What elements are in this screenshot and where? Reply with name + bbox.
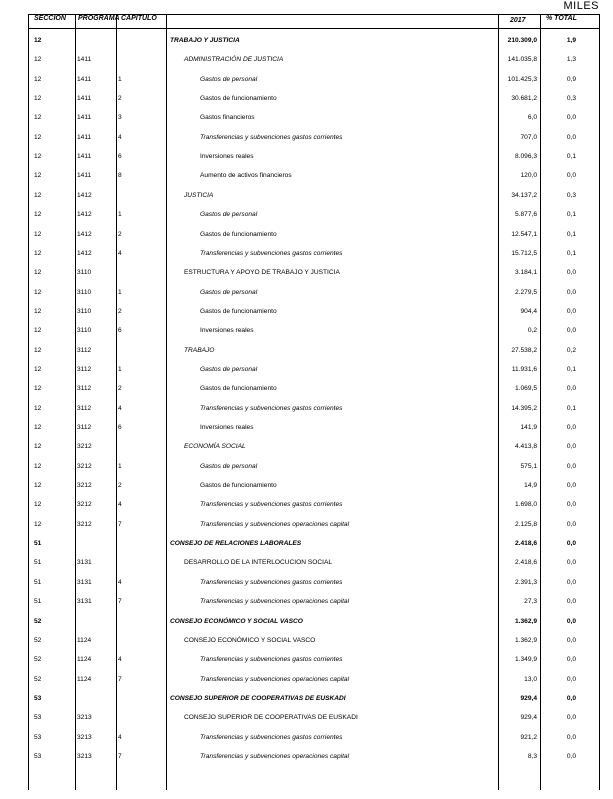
amount-cell: 2.418,6 — [515, 540, 537, 548]
table-row — [0, 379, 613, 398]
table-row — [0, 166, 613, 185]
pct-total-cell: 0,0 — [566, 462, 576, 470]
description-cell: JUSTICIA — [184, 191, 214, 199]
capitulo-cell: 4 — [118, 404, 122, 412]
programa-cell: 1411 — [77, 56, 92, 64]
seccion-cell: 52 — [34, 636, 42, 644]
table-row — [0, 437, 613, 456]
programa-cell: 1411 — [77, 133, 92, 141]
amount-cell: 5.877,6 — [515, 211, 537, 219]
amount-cell: 1.698,0 — [515, 501, 537, 509]
programa-cell: 3213 — [77, 714, 92, 722]
amount-cell: 27,3 — [524, 598, 537, 606]
description-cell: Gastos de personal — [200, 211, 258, 219]
description-cell: Inversiones reales — [200, 153, 254, 161]
pct-total-cell: 0,0 — [566, 443, 576, 451]
programa-cell: 3212 — [77, 501, 92, 509]
amount-cell: 2.125,8 — [515, 520, 537, 528]
table-row — [0, 147, 613, 166]
amount-cell: 2.279,5 — [515, 288, 537, 296]
table-row — [0, 418, 613, 437]
programa-cell: 1124 — [77, 675, 92, 683]
header-year: 2017 — [510, 17, 526, 24]
pct-total-cell: 0,1 — [566, 211, 576, 219]
programa-cell: 3212 — [77, 443, 92, 451]
seccion-cell: 12 — [34, 75, 42, 83]
programa-cell: 1124 — [77, 656, 92, 664]
seccion-cell: 52 — [34, 675, 42, 683]
seccion-cell: 12 — [34, 114, 42, 122]
capitulo-cell: 4 — [118, 133, 122, 141]
pct-total-cell: 0,0 — [566, 559, 576, 567]
table-row — [0, 89, 613, 108]
capitulo-cell: 2 — [118, 307, 122, 315]
amount-cell: 1.349,9 — [515, 656, 537, 664]
programa-cell: 3131 — [77, 598, 92, 606]
capitulo-cell: 4 — [118, 501, 122, 509]
pct-total-cell: 0,0 — [566, 520, 576, 528]
pct-total-cell: 0,0 — [566, 694, 576, 702]
capitulo-cell: 7 — [118, 752, 122, 760]
amount-cell: 30.681,2 — [511, 95, 537, 103]
pct-total-cell: 0,0 — [566, 288, 576, 296]
amount-cell: 8,3 — [527, 752, 537, 760]
capitulo-cell: 7 — [118, 598, 122, 606]
pct-total-cell: 0,1 — [566, 230, 576, 238]
capitulo-cell: 1 — [118, 365, 122, 373]
pct-total-cell: 0,0 — [566, 656, 576, 664]
header-capitulo: CAPITULO — [121, 15, 157, 22]
description-cell: CONSEJO DE RELACIONES LABORALES — [170, 540, 302, 548]
description-cell: TRABAJO — [184, 346, 215, 354]
table-row — [0, 670, 613, 689]
description-cell: TRABAJO Y JUSTICIA — [170, 37, 240, 44]
pct-total-cell: 1,9 — [566, 37, 576, 44]
seccion-cell: 52 — [34, 656, 42, 664]
seccion-cell: 12 — [34, 443, 42, 451]
amount-cell: 4.413,8 — [515, 443, 537, 451]
amount-cell: 141.035,8 — [507, 56, 537, 64]
table-row — [0, 515, 613, 534]
table-row — [0, 186, 613, 205]
description-cell: Transferencias y subvenciones gastos corrientes — [200, 656, 343, 664]
amount-cell: 34.137,2 — [511, 191, 537, 199]
amount-cell: 1.362,9 — [515, 636, 537, 644]
description-cell: Transferencias y subvenciones operaciones capital — [200, 598, 350, 606]
seccion-cell: 12 — [34, 327, 42, 335]
seccion-cell: 12 — [34, 211, 42, 219]
description-cell: Transferencias y subvenciones operaciones capital — [200, 520, 350, 528]
pct-total-cell: 0,2 — [566, 346, 576, 354]
table-row — [0, 631, 613, 650]
seccion-cell: 12 — [34, 269, 42, 277]
pct-total-cell: 0,0 — [566, 636, 576, 644]
amount-cell: 120,0 — [520, 172, 537, 180]
programa-cell: 3110 — [77, 307, 92, 315]
unit-label: MILES — [563, 0, 599, 12]
pct-total-cell: 0,0 — [566, 172, 576, 180]
capitulo-cell: 2 — [118, 385, 122, 393]
pct-total-cell: 0,0 — [566, 733, 576, 741]
capitulo-cell: 7 — [118, 520, 122, 528]
programa-cell: 1411 — [77, 114, 92, 122]
capitulo-cell: 8 — [118, 172, 122, 180]
table-row — [0, 689, 613, 708]
seccion-cell: 12 — [34, 288, 42, 296]
seccion-cell: 12 — [34, 56, 42, 64]
seccion-cell: 12 — [34, 365, 42, 373]
seccion-cell: 12 — [34, 462, 42, 470]
table-row — [0, 612, 613, 631]
description-cell: Transferencias y subvenciones gastos corrientes — [200, 249, 343, 257]
description-cell: Gastos de funcionamiento — [200, 307, 277, 315]
table-row — [0, 70, 613, 89]
pct-total-cell: 0,0 — [566, 752, 576, 760]
pct-total-cell: 0,0 — [566, 133, 576, 141]
programa-cell: 3212 — [77, 482, 92, 490]
programa-cell: 3112 — [77, 424, 92, 431]
capitulo-cell: 2 — [118, 482, 122, 490]
pct-total-cell: 0,3 — [566, 191, 576, 199]
programa-cell: 3131 — [77, 559, 92, 567]
description-cell: Transferencias y subvenciones gastos corrientes — [200, 578, 343, 586]
amount-cell: 1.362,9 — [515, 617, 537, 625]
programa-cell: 1412 — [77, 211, 92, 219]
capitulo-cell: 1 — [118, 462, 122, 470]
description-cell: Inversiones reales — [200, 424, 254, 431]
capitulo-cell: 4 — [118, 733, 122, 741]
description-cell: CONSEJO ECONÓMICO Y SOCIAL VASCO — [184, 636, 316, 644]
amount-cell: 101.425,3 — [507, 75, 537, 83]
pct-total-cell: 0,0 — [566, 675, 576, 683]
header-pct-total: % TOTAL — [546, 15, 577, 22]
amount-cell: 27.538,2 — [511, 346, 537, 354]
programa-cell: 3110 — [77, 269, 92, 277]
description-cell: Gastos de personal — [200, 462, 258, 470]
amount-cell: 921,2 — [520, 733, 537, 741]
programa-cell: 3213 — [77, 752, 92, 760]
table-row — [0, 476, 613, 495]
table-row — [0, 341, 613, 360]
capitulo-cell: 2 — [118, 230, 122, 238]
table-row — [0, 205, 613, 224]
capitulo-cell: 4 — [118, 578, 122, 586]
table-row — [0, 592, 613, 611]
amount-cell: 210.309,0 — [507, 37, 537, 44]
table-row — [0, 302, 613, 321]
pct-total-cell: 0,1 — [566, 404, 576, 412]
amount-cell: 929,4 — [520, 714, 537, 722]
seccion-cell: 51 — [34, 540, 42, 548]
amount-cell: 14,9 — [524, 482, 537, 490]
pct-total-cell: 0,9 — [566, 75, 576, 83]
description-cell: Transferencias y subvenciones gastos corrientes — [200, 133, 343, 141]
pct-total-cell: 1,3 — [566, 56, 576, 64]
capitulo-cell: 1 — [118, 75, 122, 83]
amount-cell: 15.712,5 — [511, 249, 537, 257]
seccion-cell: 12 — [34, 172, 42, 180]
seccion-cell: 12 — [34, 385, 42, 393]
pct-total-cell: 0,0 — [566, 714, 576, 722]
amount-cell: 12.547,1 — [511, 230, 537, 238]
description-cell: Aumento de activos financieros — [200, 172, 292, 180]
description-cell: Gastos de funcionamiento — [200, 385, 277, 393]
amount-cell: 3.184,1 — [515, 269, 537, 277]
table-row — [0, 650, 613, 669]
pct-total-cell: 0,0 — [566, 482, 576, 490]
programa-cell: 1411 — [77, 172, 92, 180]
programa-cell: 1411 — [77, 75, 92, 83]
programa-cell: 1412 — [77, 249, 92, 257]
programa-cell: 3112 — [77, 404, 92, 412]
amount-cell: 707,0 — [520, 133, 537, 141]
description-cell: Gastos de funcionamiento — [200, 95, 277, 103]
seccion-cell: 12 — [34, 191, 42, 199]
seccion-cell: 12 — [34, 307, 42, 315]
description-cell: DESARROLLO DE LA INTERLOCUCION SOCIAL — [184, 559, 333, 567]
table-row — [0, 728, 613, 747]
seccion-cell: 51 — [34, 578, 42, 586]
programa-cell: 3110 — [77, 288, 92, 296]
table-row — [0, 534, 613, 553]
capitulo-cell: 6 — [118, 424, 122, 431]
description-cell: CONSEJO ECONÓMICO Y SOCIAL VASCO — [170, 617, 303, 625]
pct-total-cell: 0,0 — [566, 424, 576, 431]
table-row — [0, 457, 613, 476]
description-cell: Transferencias y subvenciones operaciones capital — [200, 675, 350, 683]
description-cell: Gastos de personal — [200, 365, 258, 373]
pct-total-cell: 0,3 — [566, 95, 576, 103]
description-cell: Transferencias y subvenciones gastos corrientes — [200, 501, 343, 509]
seccion-cell: 51 — [34, 559, 42, 567]
amount-cell: 11.931,6 — [511, 365, 537, 373]
amount-cell: 13,0 — [524, 675, 537, 683]
capitulo-cell: 6 — [118, 327, 122, 335]
amount-cell: 575,1 — [520, 462, 537, 470]
programa-cell: 3112 — [77, 365, 92, 373]
seccion-cell: 53 — [34, 714, 42, 722]
table-row — [0, 321, 613, 340]
table-row — [0, 244, 613, 263]
capitulo-cell: 4 — [118, 249, 122, 257]
table-row — [0, 573, 613, 592]
programa-cell: 1412 — [77, 230, 92, 238]
pct-total-cell: 0,0 — [566, 327, 576, 335]
table-row — [0, 225, 613, 244]
header-programa: PROGRAMA — [78, 15, 120, 22]
pct-total-cell: 0,0 — [566, 501, 576, 509]
amount-cell: 904,4 — [520, 307, 537, 315]
seccion-cell: 52 — [34, 617, 42, 625]
description-cell: ECONOMÍA SOCIAL — [184, 443, 246, 451]
amount-cell: 1.069,5 — [515, 385, 537, 393]
table-row — [0, 360, 613, 379]
seccion-cell: 53 — [34, 752, 42, 760]
programa-cell: 1411 — [77, 153, 92, 161]
amount-cell: 2.391,3 — [515, 578, 537, 586]
description-cell: Transferencias y subvenciones gastos corrientes — [200, 733, 343, 741]
description-cell: Gastos financieros — [200, 114, 255, 122]
seccion-cell: 12 — [34, 249, 42, 257]
capitulo-cell: 1 — [118, 288, 122, 296]
description-cell: ESTRUCTURA Y APOYO DE TRABAJO Y JUSTICIA — [184, 269, 340, 277]
seccion-cell: 12 — [34, 37, 42, 44]
programa-cell: 1124 — [77, 636, 92, 644]
header-seccion: SECCION — [34, 15, 66, 22]
table-row — [0, 495, 613, 514]
seccion-cell: 12 — [34, 153, 42, 161]
description-cell: Gastos de personal — [200, 75, 258, 83]
amount-cell: 929,4 — [520, 694, 537, 702]
description-cell: Gastos de funcionamiento — [200, 482, 277, 490]
seccion-cell: 12 — [34, 482, 42, 490]
programa-cell: 3212 — [77, 520, 92, 528]
amount-cell: 14.395,2 — [511, 404, 537, 412]
description-cell: Gastos de funcionamiento — [200, 230, 277, 238]
table-row — [0, 128, 613, 147]
programa-cell: 3112 — [77, 346, 92, 354]
table-row — [0, 283, 613, 302]
capitulo-cell: 3 — [118, 114, 122, 122]
seccion-cell: 12 — [34, 133, 42, 141]
programa-cell: 3131 — [77, 578, 92, 586]
table-row — [0, 263, 613, 282]
seccion-cell: 53 — [34, 694, 42, 702]
pct-total-cell: 0,1 — [566, 365, 576, 373]
capitulo-cell: 4 — [118, 656, 122, 664]
description-cell: CONSEJO SUPERIOR DE COOPERATIVAS DE EUSKADI — [170, 694, 346, 702]
description-cell: Transferencias y subvenciones gastos corrientes — [200, 404, 343, 412]
seccion-cell: 12 — [34, 404, 42, 412]
table-row — [0, 553, 613, 572]
header-bottom-border — [28, 28, 599, 29]
capitulo-cell: 7 — [118, 675, 122, 683]
capitulo-cell: 1 — [118, 211, 122, 219]
capitulo-cell: 2 — [118, 95, 122, 103]
seccion-cell: 53 — [34, 733, 42, 741]
seccion-cell: 12 — [34, 95, 42, 103]
seccion-cell: 12 — [34, 230, 42, 238]
amount-cell: 2.418,6 — [515, 559, 537, 567]
description-cell: ADMINISTRACIÓN DE JUSTICIA — [184, 56, 284, 64]
pct-total-cell: 0,0 — [566, 114, 576, 122]
amount-cell: 0,2 — [527, 327, 537, 335]
programa-cell: 3213 — [77, 733, 92, 741]
table-row — [0, 31, 613, 50]
pct-total-cell: 0,0 — [566, 578, 576, 586]
amount-cell: 8.096,3 — [515, 153, 537, 161]
pct-total-cell: 0,0 — [566, 598, 576, 606]
pct-total-cell: 0,0 — [566, 540, 576, 548]
description-cell: Inversiones reales — [200, 327, 254, 335]
amount-cell: 6,0 — [527, 114, 537, 122]
pct-total-cell: 0,0 — [566, 269, 576, 277]
pct-total-cell: 0,0 — [566, 617, 576, 625]
programa-cell: 3212 — [77, 462, 92, 470]
table-row — [0, 399, 613, 418]
seccion-cell: 12 — [34, 520, 42, 528]
seccion-cell: 12 — [34, 501, 42, 509]
pct-total-cell: 0,1 — [566, 249, 576, 257]
programa-cell: 3112 — [77, 385, 92, 393]
amount-cell: 141,9 — [520, 424, 537, 431]
programa-cell: 1412 — [77, 191, 92, 199]
table-row — [0, 50, 613, 69]
capitulo-cell: 6 — [118, 153, 122, 161]
table-row — [0, 708, 613, 727]
description-cell: Transferencias y subvenciones operaciones capital — [200, 752, 350, 760]
pct-total-cell: 0,1 — [566, 153, 576, 161]
table-row — [0, 747, 613, 766]
description-cell: CONSEJO SUPERIOR DE COOPERATIVAS DE EUSKADI — [184, 714, 358, 722]
pct-total-cell: 0,0 — [566, 385, 576, 393]
programa-cell: 1411 — [77, 95, 92, 103]
pct-total-cell: 0,0 — [566, 307, 576, 315]
seccion-cell: 12 — [34, 346, 42, 354]
programa-cell: 3110 — [77, 327, 92, 335]
table-row — [0, 108, 613, 127]
seccion-cell: 12 — [34, 424, 42, 431]
description-cell: Gastos de personal — [200, 288, 258, 296]
seccion-cell: 51 — [34, 598, 42, 606]
